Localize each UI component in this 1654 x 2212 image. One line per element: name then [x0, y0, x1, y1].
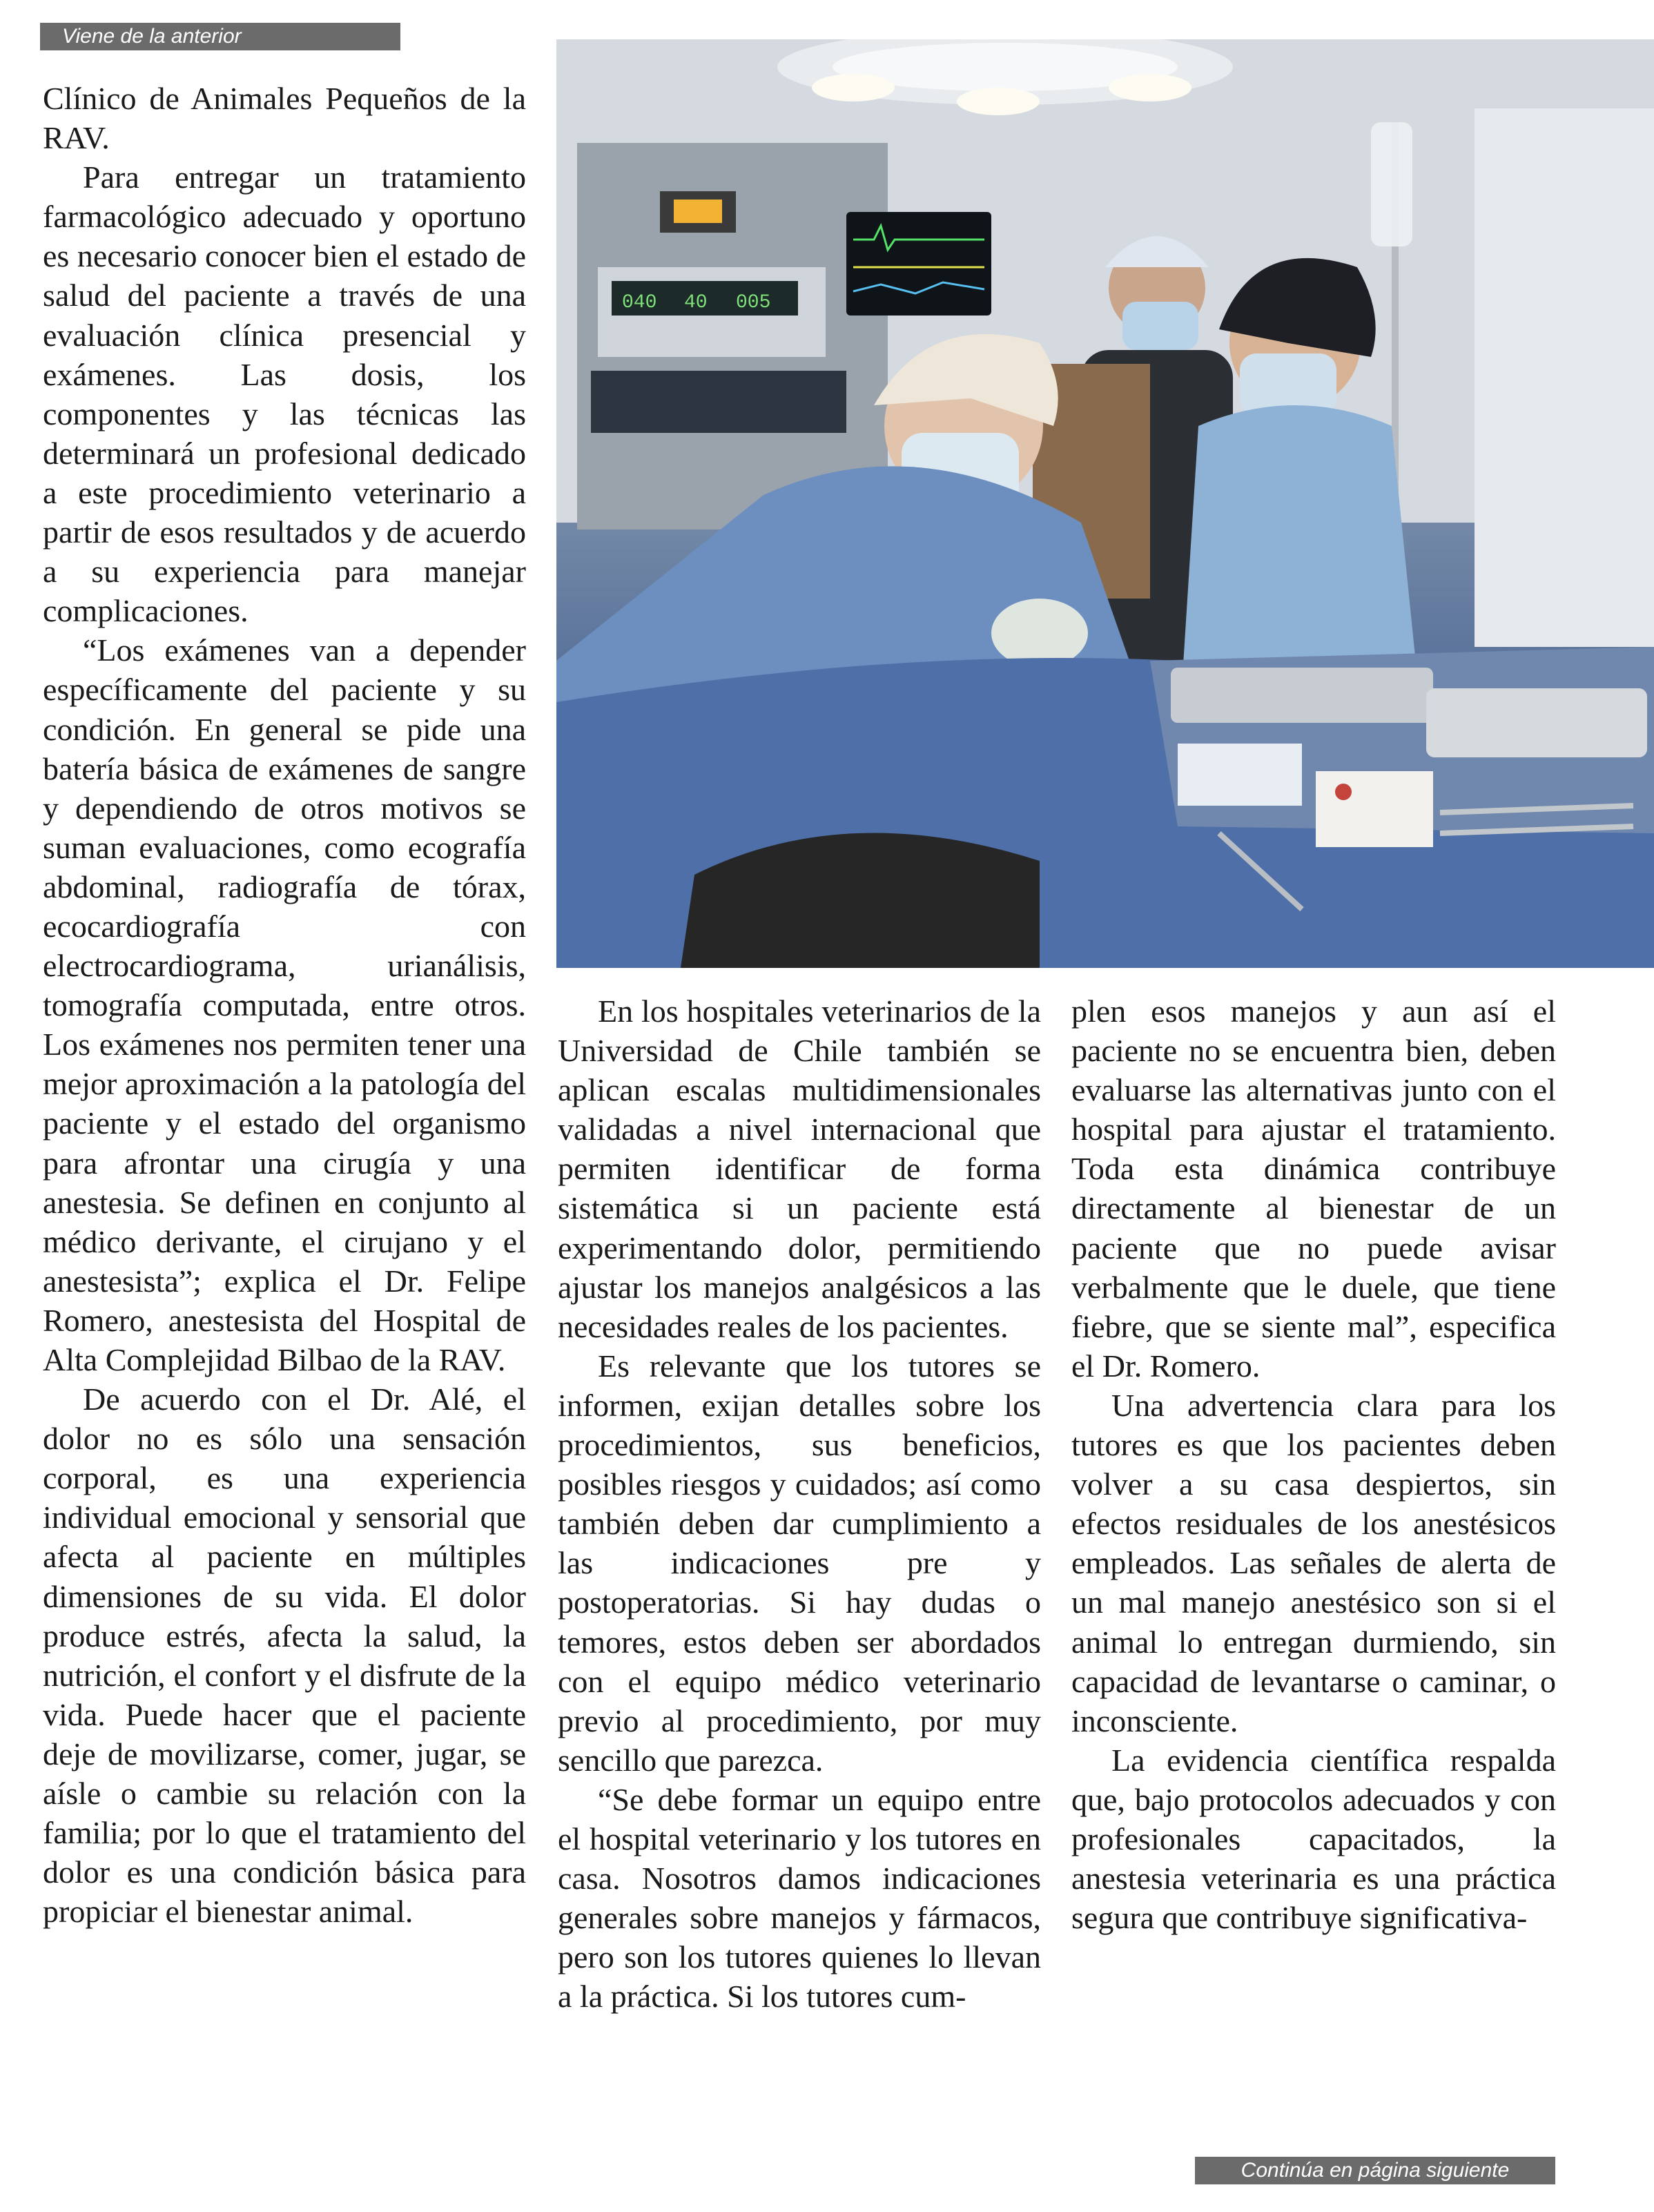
paragraph: De acuerdo con el Dr. Alé, el dolor no es sólo una sensación corporal, es una experiencia individual emocional y sensorial que afecta al paciente en múltiples dimensiones de su vida. El dolor produce estrés, afecta la salud, la nutrición, el confort y el disfrute de la vida. Puede hacer que el paciente deje de movilizarse, comer, jugar, se aísle o cambie su relación con la familia; por lo que el tratamiento del dolor es una condición básica para propiciar el bienestar animal. [43, 1381, 526, 1930]
paragraph: En los hospitales veterinarios de la Universidad de Chile también se aplican escalas multidimensionales validadas a nivel internacional que permiten identificar de forma sistemática si un paciente está experimentando dolor, permitiendo ajustar los manejos analgésicos a las necesidades reales de los pacientes. [558, 993, 1041, 1344]
article-column-1 [43, 79, 526, 1931]
continued-next-page-tag: Continúa en página siguiente [1195, 2157, 1555, 2184]
article-column-2 [558, 991, 1041, 2016]
monitor-readout: 40 [684, 292, 708, 313]
continued-from-previous-tag: Viene de la anterior [40, 23, 400, 50]
monitor-readout: 005 [736, 292, 771, 313]
paragraph: Es relevante que los tutores se informen, exijan detalles sobre los procedimientos, sus beneficios, posibles riesgos y cuidados; así como también deben dar cumplimiento a las indicaciones pre y postoperatorias. Si hay dudas o temores, estos deben ser abordados con el equipo médico veterinario previo al procedimiento, por muy sencillo que parezca. [558, 1348, 1041, 1778]
surgery-photo [556, 39, 1654, 968]
paragraph: Para entregar un tratamiento farmacológico adecuado y oportuno es necesario conocer bien el estado de salud del paciente a través de una evaluación clínica presencial y exámenes. Las dosis, los componentes y las técnicas las determinará un profesional dedicado a este procedimiento veterinario a partir de esos resultados y de acuerdo a su experiencia para manejar complicaciones. [43, 159, 526, 629]
paragraph: plen esos manejos y aun así el paciente no se encuentra bien, deben evaluarse las alternativas junto con el hospital para ajustar el tratamiento. Toda esta dinámica contribuye directamente al bienestar de un paciente que no puede avisar verbalmente que le duele, que tiene fiebre, que se siente mal”, especifica el Dr. Romero. [1071, 993, 1556, 1384]
paragraph: “Se debe formar un equipo entre el hospital veterinario y los tutores en casa. Nosotros damos indicaciones generales sobre manejos y fármacos, pero son los tutores quienes lo llevan a la práctica. Si los tutores cum- [558, 1781, 1041, 2015]
paragraph: “Los exámenes van a depender específicamente del paciente y su condición. En general se pide una batería básica de exámenes de sangre y dependiendo de otros motivos se suman evaluaciones, como ecografía abdominal, radiografía de tórax, ecocardiografía con electrocardiograma, urianálisis, tomografía computada, entre otros. Los exámenes nos permiten tener una mejor aproximación a la patología del paciente y el estado del organismo para afrontar una cirugía y una anestesia. Se definen en conjunto al médico derivante, el cirujano y el anestesista”; explica el Dr. Felipe Romero, anestesista del Hospital de Alta Complejidad Bilbao de la RAV. [43, 632, 526, 1377]
paragraph: Una advertencia clara para los tutores es que los pacientes deben volver a su casa despiertos, sin efectos residuales de los anestésicos empleados. Las señales de alerta de un mal manejo anestésico son si el animal lo entregan durmiendo, sin capacidad de levantarse o caminar, o inconsciente. [1071, 1387, 1556, 1738]
paragraph: Clínico de Animales Pequeños de la RAV. [43, 81, 526, 156]
monitor-readout: 040 [622, 292, 657, 313]
article-column-3 [1071, 991, 1556, 1937]
paragraph: La evidencia científica respalda que, bajo protocolos adecuados y con profesionales capacitados, la anestesia veterinaria es una práctica segura que contribuye significativa- [1071, 1742, 1556, 1936]
